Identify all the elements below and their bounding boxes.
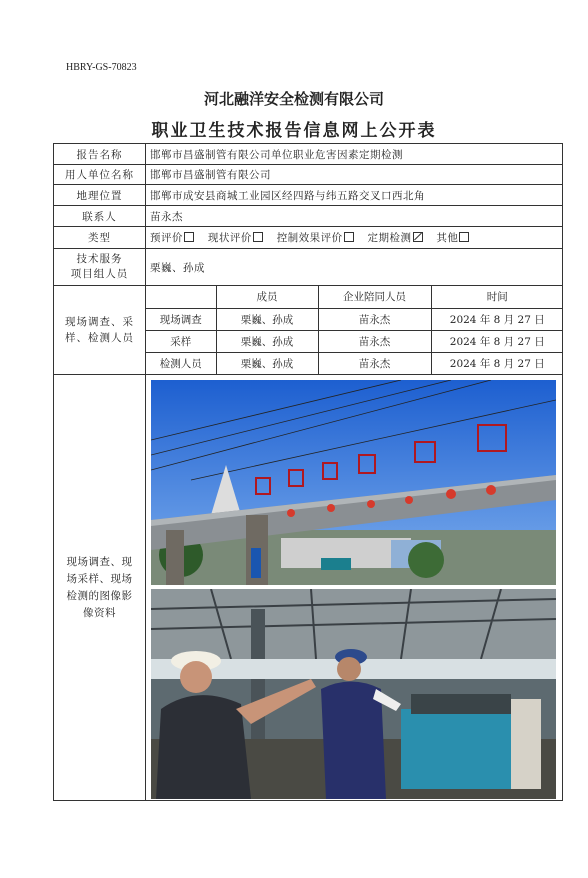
survey-subtable bbox=[146, 286, 563, 374]
row-images bbox=[54, 375, 563, 801]
row-team bbox=[54, 249, 563, 286]
row-contact bbox=[54, 206, 563, 227]
survey-row bbox=[146, 330, 563, 352]
row-employer bbox=[54, 165, 563, 185]
survey-date: 2024 年 8 月 27 日 bbox=[431, 352, 563, 374]
report-name-value: 邯郸市昌盛制管有限公司单位职业危害因素定期检测 bbox=[146, 144, 563, 165]
workshop-photo bbox=[151, 589, 556, 799]
type-options bbox=[146, 227, 563, 249]
survey-escort: 苗永杰 bbox=[318, 352, 431, 374]
type-option-control-evaluation: 控制效果评价 bbox=[277, 232, 354, 244]
survey-members: 栗巍、孙成 bbox=[216, 352, 318, 374]
survey-row bbox=[146, 308, 563, 330]
row-report-name bbox=[54, 144, 563, 165]
survey-role: 采样 bbox=[146, 330, 216, 352]
row-location bbox=[54, 185, 563, 206]
contact-label: 联系人 bbox=[54, 206, 146, 227]
survey-escort: 苗永杰 bbox=[318, 330, 431, 352]
company-name: 河北融洋安全检测有限公司 bbox=[203, 90, 384, 108]
survey-members: 栗巍、孙成 bbox=[216, 330, 318, 352]
checkbox-icon[interactable] bbox=[184, 232, 194, 242]
checkbox-icon[interactable] bbox=[253, 232, 263, 242]
survey-role: 现场调查 bbox=[146, 308, 216, 330]
type-label: 类型 bbox=[54, 227, 146, 249]
survey-header-blank bbox=[146, 286, 216, 308]
factory-gate-image bbox=[151, 380, 556, 585]
survey-escort: 苗永杰 bbox=[318, 308, 431, 330]
contact-value: 苗永杰 bbox=[146, 206, 563, 227]
survey-header-date: 时间 bbox=[431, 286, 563, 308]
survey-members: 栗巍、孙成 bbox=[216, 308, 318, 330]
team-label: 技术服务 项目组人员 bbox=[54, 249, 146, 286]
location-label: 地理位置 bbox=[54, 185, 146, 206]
type-option-status-evaluation: 现状评价 bbox=[208, 232, 263, 244]
employer-label: 用人单位名称 bbox=[54, 165, 146, 185]
disclosure-table bbox=[53, 143, 563, 801]
employer-value: 邯郸市昌盛制管有限公司 bbox=[146, 165, 563, 185]
survey-date: 2024 年 8 月 27 日 bbox=[431, 330, 563, 352]
survey-date: 2024 年 8 月 27 日 bbox=[431, 308, 563, 330]
checkbox-icon[interactable] bbox=[344, 232, 354, 242]
row-survey bbox=[54, 286, 563, 375]
type-option-other: 其他 bbox=[436, 232, 469, 244]
checkbox-icon[interactable] bbox=[459, 232, 469, 242]
survey-subtable-cell bbox=[146, 286, 563, 375]
survey-header-escort: 企业陪同人员 bbox=[318, 286, 431, 308]
report-name-label: 报告名称 bbox=[54, 144, 146, 165]
workshop-inspection-image bbox=[151, 589, 556, 799]
photo-cell bbox=[146, 375, 563, 801]
survey-header-members: 成员 bbox=[216, 286, 318, 308]
team-value: 栗巍、孙成 bbox=[146, 249, 563, 286]
type-option-periodic-test: 定期检测 bbox=[368, 232, 423, 244]
document-code: HBRY-GS-70823 bbox=[66, 62, 137, 73]
row-type bbox=[54, 227, 563, 249]
images-label: 现场调查、现 场采样、现场 检测的图像影 像资料 bbox=[54, 375, 146, 801]
type-option-pre-evaluation: 预评价 bbox=[150, 232, 194, 244]
survey-label: 现场调查、采 样、检测人员 bbox=[54, 286, 146, 375]
site-gate-photo bbox=[151, 380, 556, 585]
survey-header-row bbox=[146, 286, 563, 308]
survey-role: 检测人员 bbox=[146, 352, 216, 374]
checked-checkbox-icon[interactable] bbox=[413, 232, 423, 242]
location-value: 邯郸市成安县商城工业园区经四路与纬五路交叉口西北角 bbox=[146, 185, 563, 206]
survey-row bbox=[146, 352, 563, 374]
form-title: 职业卫生技术报告信息网上公开表 bbox=[151, 121, 437, 141]
